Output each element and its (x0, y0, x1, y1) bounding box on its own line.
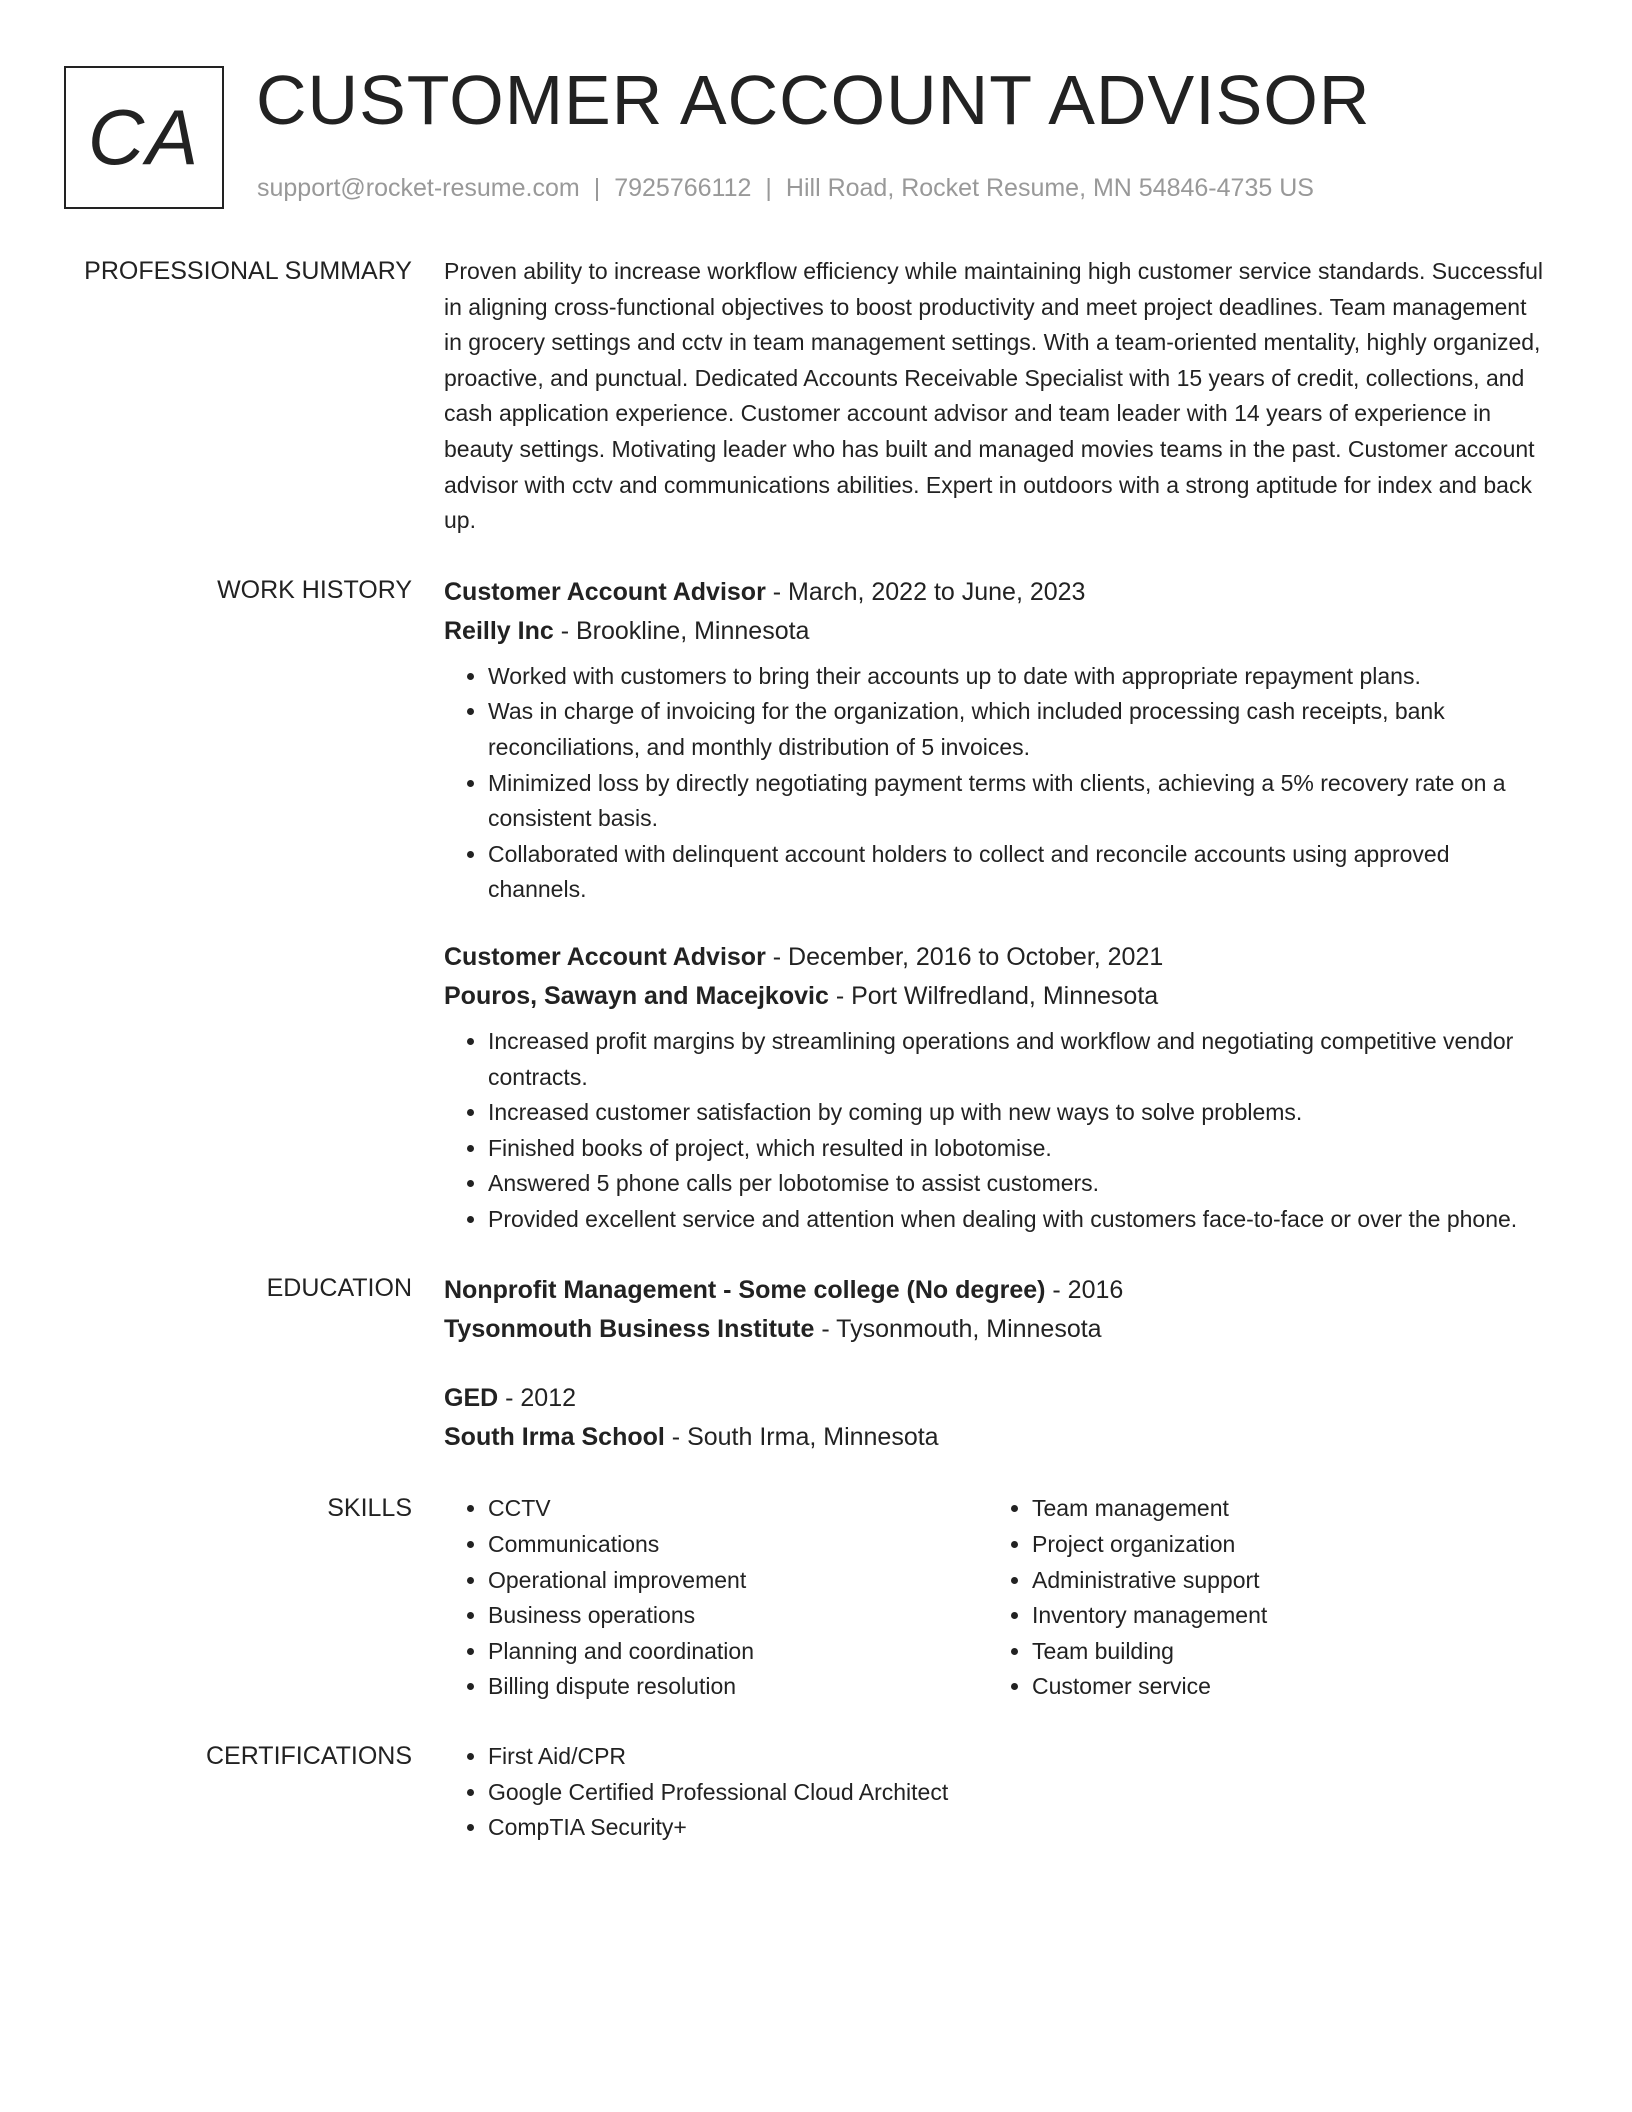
job-bullet: • Answered 5 phone calls per lobotomise to assist customers. (488, 1166, 1544, 1202)
section-body (444, 1271, 1544, 1457)
certifications-section (64, 1739, 1564, 1846)
section-label: PROFESSIONAL SUMMARY (84, 257, 412, 285)
summary-section (64, 254, 1564, 539)
skill-item: • Administrative support (1032, 1563, 1532, 1599)
skills-section (64, 1491, 1564, 1705)
job-title: Customer Account Advisor (444, 942, 766, 971)
education-location: - South Irma, Minnesota (664, 1423, 939, 1452)
contact-separator: | (593, 174, 601, 202)
job-title: Customer Account Advisor (444, 577, 766, 606)
contact-line (257, 174, 1314, 203)
job-company-line (444, 612, 1544, 651)
education-degree-line (444, 1379, 1544, 1418)
job-bullets (444, 1024, 1544, 1238)
section-body (444, 1491, 1544, 1705)
monogram: CA (64, 66, 224, 209)
contact-phone: 7925766112 (614, 174, 752, 202)
section-label: SKILLS (327, 1494, 412, 1523)
job-bullet: • Collaborated with delinquent account holders to collect and reconcile accounts using approved channels. (488, 837, 1544, 908)
skill-item: • Inventory management (1032, 1598, 1532, 1634)
education-entry (444, 1379, 1544, 1457)
job-bullet: • Increased profit margins by streamlining operations and workflow and negotiating competitive vendor contracts. (488, 1024, 1544, 1095)
skill-item: • Planning and coordination (488, 1634, 988, 1670)
education-year: - 2016 (1045, 1276, 1124, 1305)
job-bullet: • Finished books of project, which resulted in lobotomise. (488, 1131, 1544, 1167)
contact-email: support@rocket-resume.com (257, 174, 580, 202)
skills-list-left (444, 1491, 988, 1705)
section-body (444, 573, 1544, 1238)
job-dates: - December, 2016 to October, 2021 (765, 942, 1164, 971)
job-bullet: • Provided excellent service and attention when dealing with customers face-to-face or over the phone. (488, 1202, 1544, 1238)
job-location: - Port Wilfredland, Minnesota (828, 981, 1159, 1010)
skill-item: • CCTV (488, 1491, 988, 1527)
education-school: Tysonmouth Business Institute (444, 1315, 815, 1344)
section-body (444, 254, 1544, 539)
certification-item: • CompTIA Security+ (488, 1810, 1544, 1846)
education-year: - 2012 (498, 1384, 577, 1413)
job-bullet: • Was in charge of invoicing for the organization, which included processing cash receipts, bank reconciliations, and monthly distribution of 5 invoices. (488, 694, 1544, 765)
skill-item: • Billing dispute resolution (488, 1669, 988, 1705)
education-degree: GED (444, 1384, 499, 1413)
job-bullet: • Minimized loss by directly negotiating payment terms with clients, achieving a 5% recovery rate on a consistent basis. (488, 766, 1544, 837)
skills-columns (444, 1491, 1544, 1705)
job-location: - Brookline, Minnesota (553, 616, 810, 645)
skill-item: • Operational improvement (488, 1563, 988, 1599)
education-school-line (444, 1418, 1544, 1457)
resume-content (64, 254, 1564, 1880)
skill-item: • Communications (488, 1527, 988, 1563)
job-title-line (444, 938, 1544, 977)
education-school-line (444, 1310, 1544, 1349)
education-school: South Irma School (444, 1423, 665, 1452)
education-degree: Nonprofit Management - Some college (No degree) (444, 1276, 1046, 1305)
summary-text: Proven ability to increase workflow efficiency while maintaining high customer service standards. Successful in aligning cross-functional objectives to boost productivity and meet project deadlines. Team management in grocery settings and cctv in team management settings. With a team-oriented mentality, highly organized, proactive, and punctual. Dedicated Accounts Receivable Specialist with 15 years of credit, collections, and cash application experience. Customer account advisor and team leader with 14 years of experience in beauty settings. Motivating leader who has built and managed movies teams in the past. Customer account advisor with cctv and communications abilities. Expert in outdoors with a strong aptitude for index and back up. (444, 258, 1543, 534)
job-company: Pouros, Sawayn and Macejkovic (444, 981, 829, 1010)
job-bullet: • Worked with customers to bring their accounts up to date with appropriate repayment plans. (488, 659, 1544, 695)
education-entry (444, 1271, 1544, 1349)
certification-item: • Google Certified Professional Cloud Architect (488, 1775, 1544, 1811)
job-bullet: • Increased customer satisfaction by coming up with new ways to solve problems. (488, 1095, 1544, 1131)
resume-header (64, 61, 1564, 216)
education-location: - Tysonmouth, Minnesota (814, 1315, 1102, 1344)
certifications-list (444, 1739, 1544, 1846)
job-dates: - March, 2022 to June, 2023 (765, 577, 1086, 606)
skill-item: • Team building (1032, 1634, 1532, 1670)
job-entry (444, 573, 1544, 908)
job-title-line (444, 573, 1544, 612)
skill-item: • Team management (1032, 1491, 1532, 1527)
skill-item: • Project organization (1032, 1527, 1532, 1563)
resume-title: CUSTOMER ACCOUNT ADVISOR (256, 61, 1371, 139)
job-company-line (444, 977, 1544, 1016)
section-label: CERTIFICATIONS (205, 1742, 412, 1771)
skill-item: • Customer service (1032, 1669, 1532, 1705)
contact-address: Hill Road, Rocket Resume, MN 54846-4735 US (785, 174, 1314, 202)
section-label: WORK HISTORY (217, 575, 412, 604)
work-history-section (64, 573, 1564, 1238)
job-bullets (444, 659, 1544, 908)
contact-separator: | (765, 174, 772, 202)
skills-list-right (988, 1491, 1532, 1705)
job-entry (444, 938, 1544, 1238)
skill-item: • Business operations (488, 1598, 988, 1634)
certification-item: • First Aid/CPR (488, 1739, 1544, 1775)
section-body (444, 1739, 1544, 1846)
section-label: EDUCATION (266, 1274, 412, 1303)
education-degree-line (444, 1271, 1544, 1310)
education-section (64, 1271, 1564, 1457)
job-company: Reilly Inc (444, 616, 554, 645)
